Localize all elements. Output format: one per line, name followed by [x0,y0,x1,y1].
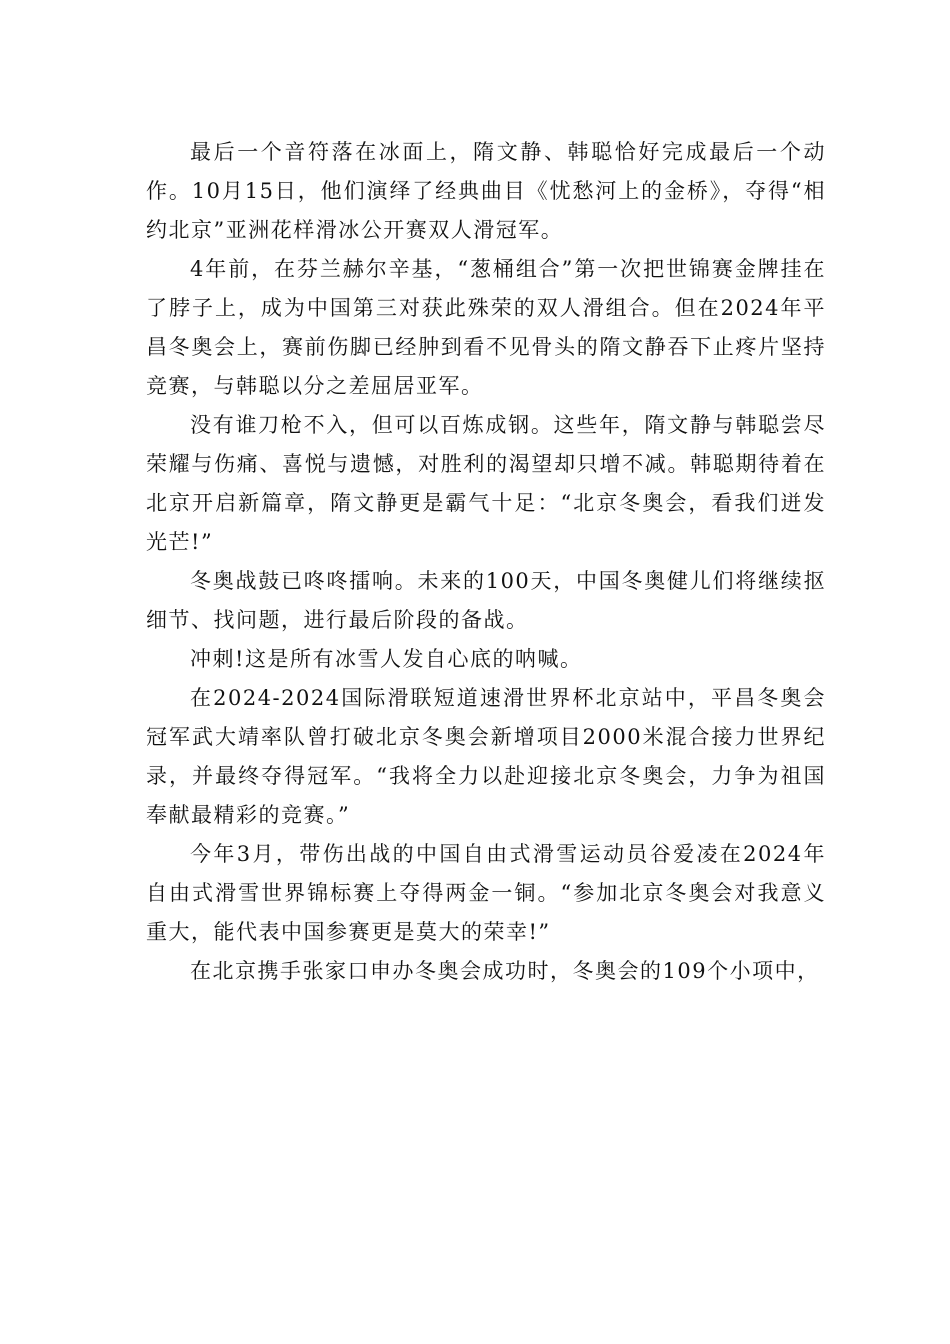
paragraph: 在2024-2024国际滑联短道速滑世界杯北京站中，平昌冬奥会冠军武大靖率队曾打破北京冬奥会新增项目2000米混合接力世界纪录，并最终夺得冠军。“我将全力以赴迎接北京冬奥会，力争为祖国奉献最精彩的竞赛。” [146,686,826,827]
paragraph: 冬奥战鼓已咚咚擂响。未来的100天，中国冬奥健儿们将继续抠细节、找问题，进行最后阶段的备战。 [146,569,826,632]
paragraph: 冲刺!这是所有冰雪人发自心底的呐喊。 [190,647,583,671]
paragraph: 没有谁刀枪不入，但可以百炼成钢。这些年，隋文静与韩聪尝尽荣耀与伤痛、喜悦与遗憾，对胜利的渴望却只增不减。韩聪期待着在北京开启新篇章，隋文静更是霸气十足：“北京冬奥会，看我们迸发光芒!” [146,413,826,554]
paragraph: 最后一个音符落在冰面上，隋文静、韩聪恰好完成最后一个动作。10月15日，他们演绎了经典曲目《忧愁河上的金桥》，夺得“相约北京”亚洲花样滑冰公开赛双人滑冠军。 [146,140,826,242]
paragraph: 4年前，在芬兰赫尔辛基，“葱桶组合”第一次把世锦赛金牌挂在了脖子上，成为中国第三对获此殊荣的双人滑组合。但在2024年平昌冬奥会上，赛前伤脚已经肿到看不见骨头的隋文静吞下止疼片坚持竞赛，与韩聪以分之差屈居亚军。 [146,257,826,398]
paragraph: 今年3月，带伤出战的中国自由式滑雪运动员谷爱凌在2024年自由式滑雪世界锦标赛上夺得两金一铜。“参加北京冬奥会对我意义重大，能代表中国参赛更是莫大的荣幸!” [146,842,826,944]
article-body [146,133,826,991]
paragraph: 在北京携手张家口申办冬奥会成功时，冬奥会的109个小项中， [190,959,820,983]
